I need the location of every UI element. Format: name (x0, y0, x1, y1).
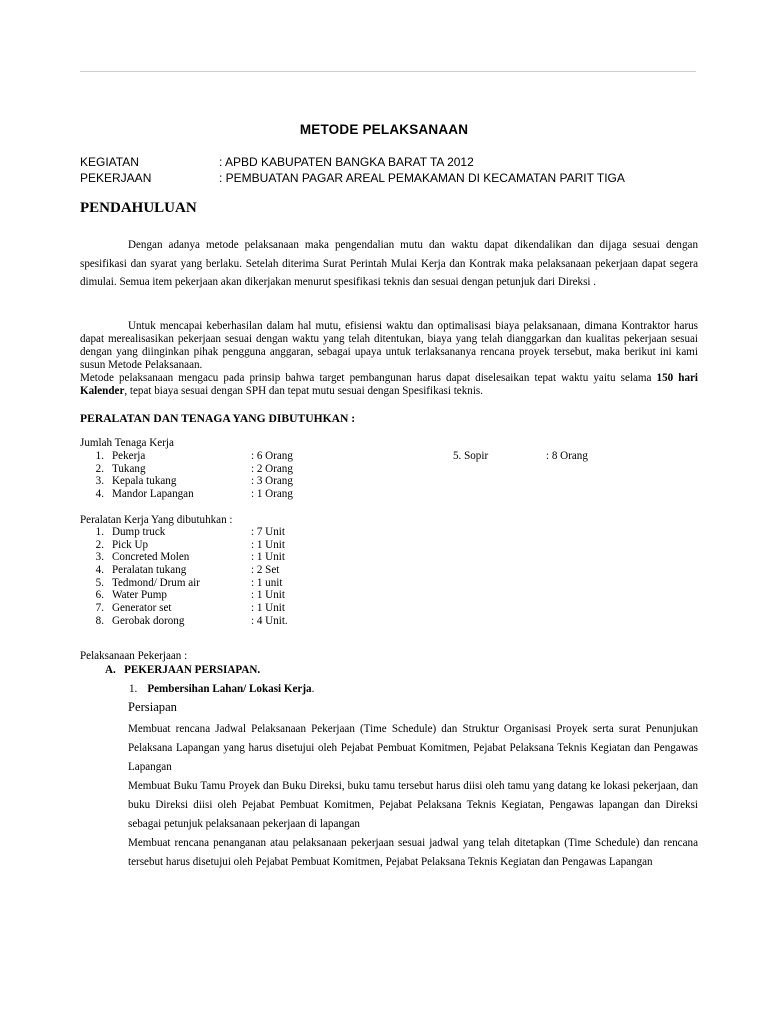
intro-paragraph (80, 236, 698, 292)
goals-text: Untuk mencapai keberhasilan dalam hal mutu, efisiensi waktu dan optimalisasi biaya pelaksanaan, dimana Kontraktor harus dapat merealisasikan pekerjaan sesuai dengan waktu yang telah ditentukan, biaya yang telah dianggarkan dan kualitas pekerjaan sesuai dengan yang diinginkan pihak pengguna anggaran, sebagai upaya untuk terlaksananya rencana proyek tersebut, maka berikut ini kami susun Metode Pelaksanaan. (80, 320, 698, 371)
sub-item-number: 1. (129, 683, 138, 695)
worker-sopir: 5. Sopir (453, 450, 489, 462)
meta-value: : APBD KABUPATEN BANGKA BARAT TA 2012 (219, 155, 474, 169)
section-a-heading: A. PEKERJAAN PERSIAPAN. (105, 664, 261, 676)
intro-text: Dengan adanya metode pelaksanaan maka pengendalian mutu dan waktu dapat dikendalikan dan dijaga sesuai dengan spesifikasi dan syarat yang berlaku. Setelah diterima Surat Perintah Mulai Kerja dan Kontrak maka pelaksanaan pekerjaan dapat segera dimulai. Semua item pekerjaan akan dikerjakan menurut spesifikasi teknis dan sesuai dengan petunjuk dari Direksi . (80, 239, 698, 289)
execution-label: Pelaksanaan Pekerjaan : (80, 650, 188, 662)
paragraph-goals (80, 320, 698, 398)
header-rule (80, 71, 696, 72)
meta-value: : PEMBUATAN PAGAR AREAL PEMAKAMAN DI KECAMATAN PARIT TIGA (219, 171, 625, 185)
persiapan-paragraph-2: Membuat Buku Tamu Proyek dan Buku Direksi, buku tamu tersebut harus diisi oleh tamu yang datang ke lokasi pekerjaan, dan buku Direksi diisi oleh Pejabat Pembuat Komitmen, Pejabat Pelaksana Teknis Kegiatan, Pengawas lapangan dan Direksi sebagai petunjuk pelaksanaan pekerjaan di lapangan (128, 780, 698, 830)
meta-key: KEGIATAN (80, 155, 139, 169)
workers-label: Jumlah Tenaga Kerja (80, 437, 174, 449)
persiapan-label: Persiapan (128, 700, 177, 714)
intro-heading: PENDAHULUAN (80, 200, 197, 216)
persiapan-paragraph-3: Membuat rencana penanganan atau pelaksanaan pekerjaan sesuai jadwal yang telah ditetapkan (Time Schedule) dan rencana tersebut harus disetujui oleh Pejabat Pembuat Komitmen, Pejabat Pelaksana Teknis Kegiatan dan Pengawas Lapangan (128, 837, 698, 868)
document-title: METODE PELAKSANAAN (299, 122, 469, 137)
sub-item-title: Pembersihan Lahan/ Lokasi Kerja (147, 683, 312, 695)
meta-key: PEKERJAAN (80, 171, 152, 185)
tools-label: Peralatan Kerja Yang dibutuhkan : (80, 514, 233, 526)
equipment-heading: PERALATAN DAN TENAGA YANG DIBUTUHKAN : (80, 412, 356, 425)
sub-item-1: 1. Pembersihan Lahan/ Lokasi Kerja. (129, 683, 315, 695)
worker-sopir-qty: : 8 Orang (546, 450, 588, 462)
persiapan-paragraph-1: Membuat rencana Jadwal Pelaksanaan Pekerjaan (Time Schedule) dan Struktur Organisasi Proyek serta surat Penunjukan Pelaksana Lapangan yang harus disetujui oleh Pejabat Pembuat Komitmen, Pejabat Pelaksana Teknis Kegiatan dan Pengawas Lapangan (128, 723, 698, 773)
method-text: Metode pelaksanaan mengacu pada prinsip bahwa target pembangunan harus dapat diselesaikan tepat waktu yaitu selama 150 hari Kalender, tepat biaya sesuai dengan SPH dan tepat mutu sesuai dengan Spesifikasi teknis. (80, 372, 699, 397)
